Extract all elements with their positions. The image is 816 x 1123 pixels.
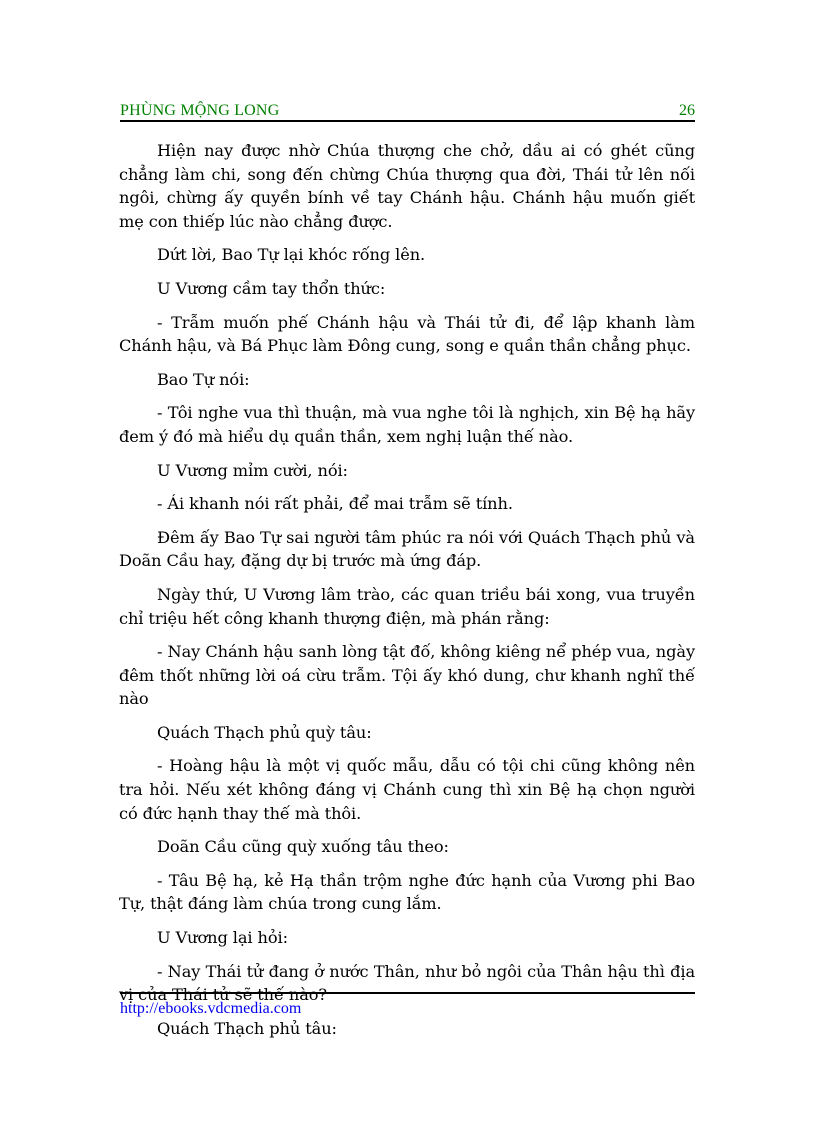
paragraph: Doãn Cầu cũng quỳ xuống tâu theo: [157, 837, 449, 857]
paragraph: Đêm ấy Bao Tự sai người tâm phúc ra nói với Quách Thạch phủ và Doãn Cầu hay, đặng dự bị trước mà ứng đáp. [119, 527, 695, 571]
paragraph: - Nay Chánh hậu sanh lòng tật đố, không kiêng nể phép vua, ngày đêm thốt những lời oá cừu trẫm. Tội ấy khó dung, chư khanh nghĩ thế nào [119, 642, 695, 709]
footer-link[interactable]: http://ebooks.vdcmedia.com [120, 1000, 302, 1017]
paragraph: - Ái khanh nói rất phải, để mai trẫm sẽ tính. [157, 494, 513, 514]
paragraph: - Tôi nghe vua thì thuận, mà vua nghe tôi là nghịch, xin Bệ hạ hãy đem ý đó mà hiểu dụ quần thần, xem nghị luận thế nào. [119, 403, 695, 446]
paragraph: U Vương cầm tay thổn thức: [157, 278, 386, 298]
paragraph: Quách Thạch phủ quỳ tâu: [157, 722, 372, 742]
paragraph: U Vương mỉm cười, nói: [157, 460, 348, 480]
paragraph: Ngày thứ, U Vương lâm trào, các quan triều bái xong, vua truyền chỉ triệu hết công khanh thượng điện, mà phán rằng: [119, 584, 695, 628]
page-header [120, 100, 695, 122]
paragraph: - Nay Thái tử đang ở nước Thân, như bỏ ngôi của Thân hậu thì địa vị của Thái tử sẽ thế nào? [119, 961, 695, 1005]
paragraph: - Tâu Bệ hạ, kẻ Hạ thần trộm nghe đức hạnh của Vương phi Bao Tự, thật đáng làm chúa trong cung lắm. [119, 870, 695, 914]
body-text [119, 139, 695, 1050]
paragraph: Dứt lời, Bao Tự lại khóc rống lên. [157, 245, 426, 265]
paragraph: - Trẫm muốn phế Chánh hậu và Thái tử đi, để lập khanh làm Chánh hậu, và Bá Phục làm Đông cung, song e quần thần chẳng phục. [119, 312, 695, 356]
paragraph: - Hoàng hậu là một vị quốc mẫu, dẫu có tội chi cũng không nên tra hỏi. Nếu xét không đáng vị Chánh cung thì xin Bệ hạ chọn người có đức hạnh thay thế mà thôi. [119, 756, 695, 823]
paragraph: Bao Tự nói: [157, 369, 250, 389]
book-title: PHÙNG MỘNG LONG [120, 102, 280, 119]
paragraph: U Vương lại hỏi: [157, 928, 288, 948]
page-number: 26 [679, 102, 695, 119]
paragraph: Hiện nay được nhờ Chúa thượng che chở, dầu ai có ghét cũng chẳng làm chi, song đến chừng Chúa thượng qua đời, Thái tử lên nối ngôi, chừng ấy quyền bính về tay Chánh hậu. Chánh hậu muốn giết mẹ con thiếp lúc nào chẳng được. [119, 141, 695, 231]
paragraph: Quách Thạch phủ tâu: [157, 1018, 337, 1038]
page-footer [120, 992, 695, 1018]
